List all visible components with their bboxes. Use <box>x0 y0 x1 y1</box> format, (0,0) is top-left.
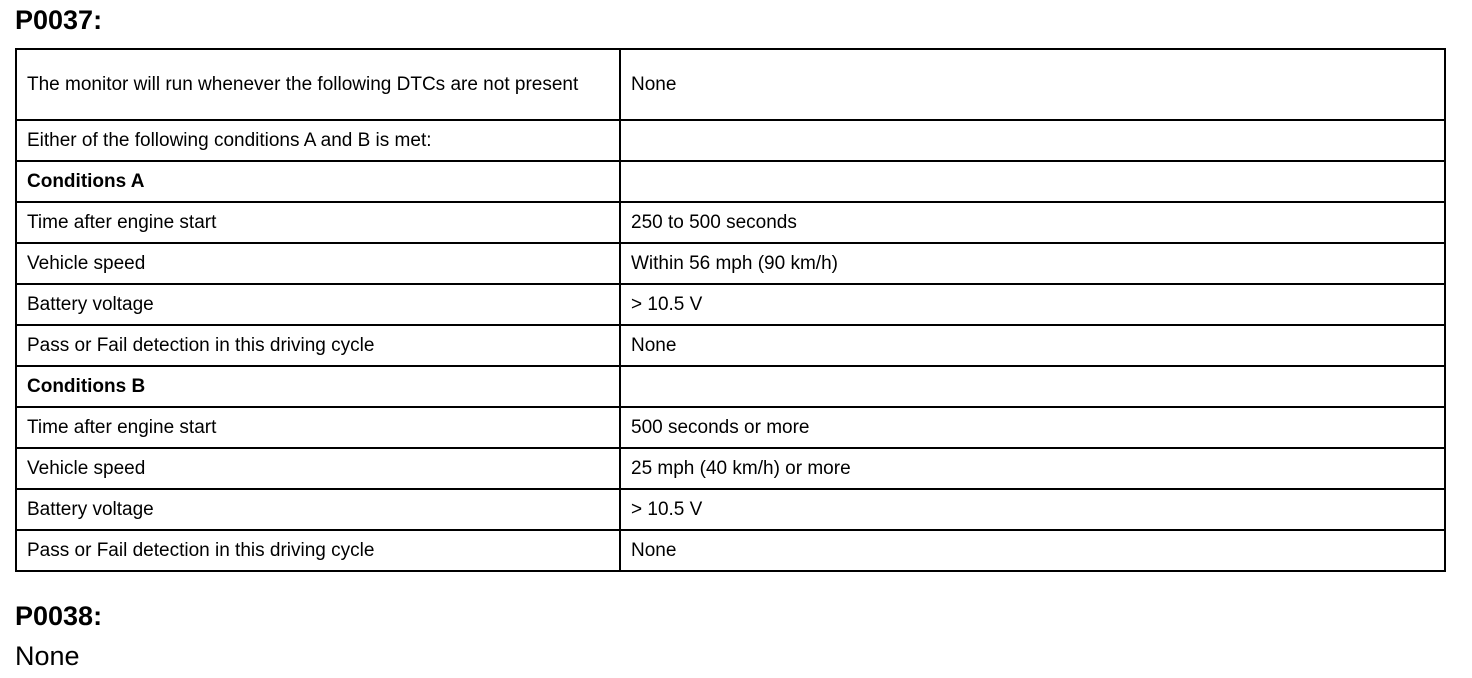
value-cell: Within 56 mph (90 km/h) <box>620 243 1445 284</box>
table-row <box>16 243 1445 284</box>
value-cell: 250 to 500 seconds <box>620 202 1445 243</box>
table-row <box>16 120 1445 161</box>
value-cell <box>620 161 1445 202</box>
condition-cell: Vehicle speed <box>16 448 620 489</box>
table-row <box>16 530 1445 571</box>
condition-cell: The monitor will run whenever the following DTCs are not present <box>16 49 620 120</box>
value-cell: 25 mph (40 km/h) or more <box>620 448 1445 489</box>
table-row <box>16 202 1445 243</box>
table-subheader-row <box>16 161 1445 202</box>
condition-cell: Time after engine start <box>16 202 620 243</box>
section-heading-p0037: P0037: <box>15 5 103 35</box>
section-text-p0038: None <box>15 641 80 671</box>
table-row <box>16 489 1445 530</box>
condition-cell: Battery voltage <box>16 284 620 325</box>
value-cell <box>620 120 1445 161</box>
condition-cell: Pass or Fail detection in this driving cycle <box>16 325 620 366</box>
table-row <box>16 49 1445 120</box>
subheader-cell: Conditions A <box>16 161 620 202</box>
section-heading-p0038: P0038: <box>15 601 103 631</box>
monitor-conditions-table <box>15 48 1446 572</box>
value-cell: None <box>620 325 1445 366</box>
condition-cell: Battery voltage <box>16 489 620 530</box>
condition-cell: Pass or Fail detection in this driving cycle <box>16 530 620 571</box>
table-row <box>16 284 1445 325</box>
table-row <box>16 448 1445 489</box>
value-cell: None <box>620 530 1445 571</box>
value-cell: > 10.5 V <box>620 284 1445 325</box>
condition-cell: Time after engine start <box>16 407 620 448</box>
value-cell <box>620 366 1445 407</box>
subheader-cell: Conditions B <box>16 366 620 407</box>
value-cell: None <box>620 49 1445 120</box>
condition-cell: Either of the following conditions A and B is met: <box>16 120 620 161</box>
value-cell: 500 seconds or more <box>620 407 1445 448</box>
condition-cell: Vehicle speed <box>16 243 620 284</box>
table-row <box>16 407 1445 448</box>
table-row <box>16 325 1445 366</box>
table-subheader-row <box>16 366 1445 407</box>
value-cell: > 10.5 V <box>620 489 1445 530</box>
